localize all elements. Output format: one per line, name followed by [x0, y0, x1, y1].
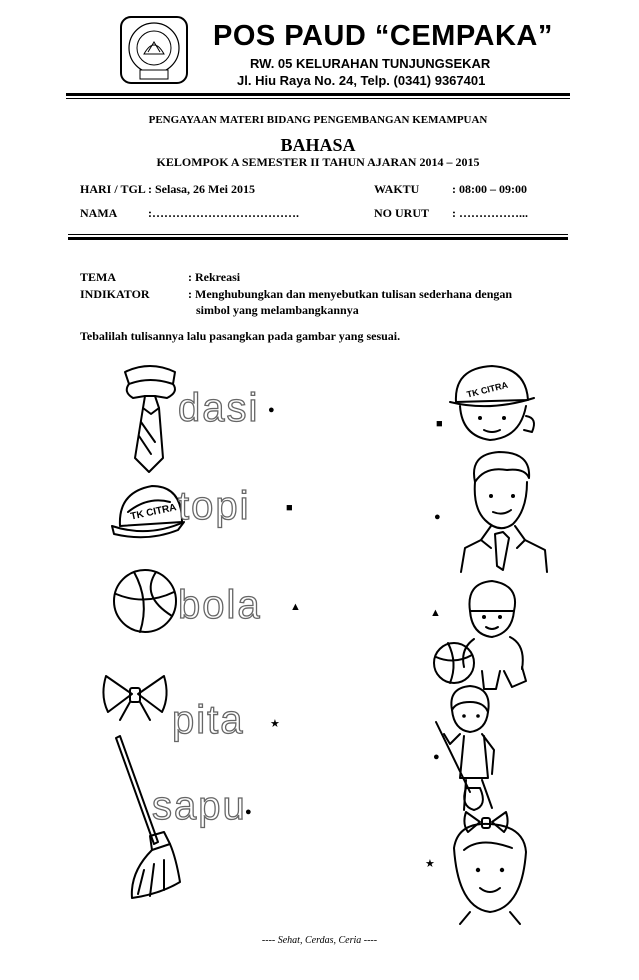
left-dot-marker-2[interactable]: ● — [245, 806, 252, 818]
waktu-label: WAKTU — [374, 182, 420, 196]
right-star-marker[interactable]: ★ — [425, 858, 435, 870]
cap-icon — [108, 478, 188, 548]
info-divider — [68, 237, 568, 240]
left-star-marker[interactable]: ★ — [270, 718, 280, 730]
girl-with-bow-icon — [440, 808, 545, 926]
indikator-value-1: : Menghubungkan dan menyebutkan tulisan sederhana dengan — [188, 287, 513, 301]
trace-word-pita[interactable]: pita — [172, 698, 245, 742]
bow-icon — [100, 672, 170, 724]
trace-word-bola[interactable]: bola — [178, 583, 262, 627]
heading-line-1: PENGAYAAN MATERI BIDANG PENGEMBANGAN KEMAMPUAN — [148, 114, 488, 126]
nama-label: NAMA — [80, 206, 118, 220]
trace-word-sapu[interactable]: sapu — [152, 784, 247, 828]
child-with-cap-icon — [440, 362, 545, 447]
right-dot-marker-2[interactable]: ● — [433, 751, 440, 763]
footer-motto: ---- Sehat, Cerdas, Ceria ---- — [261, 935, 378, 946]
hari-label: HARI / TGL — [80, 182, 146, 196]
trace-word-topi[interactable]: topi — [178, 484, 251, 528]
left-triangle-marker[interactable]: ▲ — [290, 601, 301, 613]
address-line-2: Jl. Hiu Raya No. 24, Telp. (0341) 9367401 — [237, 73, 486, 88]
hari-value: : Selasa, 26 Mei 2015 — [148, 182, 255, 196]
instruction-text: Tebalilah tulisannya lalu pasangkan pada gambar yang sesuai. — [80, 329, 401, 343]
address-line-1: RW. 05 KELURAHAN TUNJUNGSEKAR — [250, 56, 491, 71]
nama-field[interactable]: :………………………………. — [148, 206, 299, 220]
left-dot-marker[interactable]: ● — [268, 404, 275, 416]
right-triangle-marker[interactable]: ▲ — [430, 607, 441, 619]
tie-icon — [115, 362, 185, 477]
ball-icon — [110, 566, 180, 636]
header-divider — [66, 93, 570, 96]
man-with-tie-icon — [455, 448, 550, 573]
header-divider-thin — [66, 98, 570, 99]
subject-title: BAHASA — [280, 135, 356, 155]
left-square-marker[interactable]: ■ — [286, 502, 293, 514]
info-divider-thin — [68, 234, 568, 235]
tema-label: TEMA — [80, 270, 116, 284]
child-cap-label: TK CITRA — [465, 379, 509, 400]
right-square-marker[interactable]: ■ — [436, 418, 443, 430]
nourut-field[interactable]: : ……………... — [452, 206, 528, 220]
girl-sweeping-icon — [430, 684, 530, 814]
nourut-label: NO URUT — [374, 206, 430, 220]
waktu-value: : 08:00 – 09:00 — [452, 182, 527, 196]
right-dot-marker[interactable]: ● — [434, 511, 441, 523]
cap-label: TK CITRA — [129, 502, 178, 523]
child-with-ball-icon — [430, 575, 545, 695]
indikator-value-2: simbol yang melambangkannya — [196, 303, 359, 317]
indikator-label: INDIKATOR — [80, 287, 150, 301]
heading-line-3: KELOMPOK A SEMESTER II TAHUN AJARAN 2014 – 2015 — [156, 155, 480, 169]
tema-value: : Rekreasi — [188, 270, 241, 284]
school-name-title: POS PAUD “CEMPAKA” — [213, 20, 553, 52]
trace-word-dasi[interactable]: dasi — [178, 386, 260, 430]
school-seal-logo — [118, 14, 190, 86]
